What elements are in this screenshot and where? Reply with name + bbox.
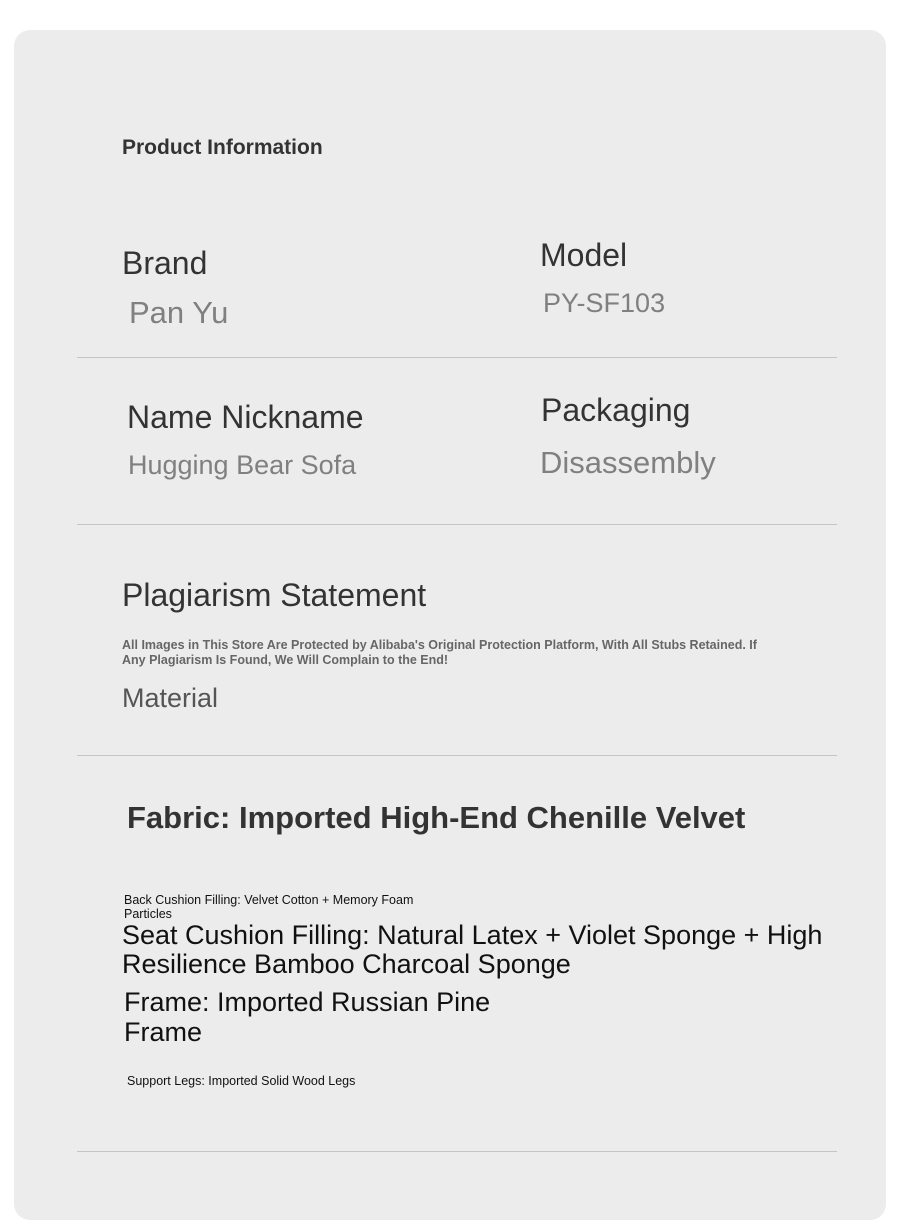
- back-filling-text: Back Cushion Filling: Velvet Cotton + Memory Foam Particles: [124, 893, 414, 921]
- nickname-label: Name Nickname: [127, 399, 364, 435]
- legs-text: Support Legs: Imported Solid Wood Legs: [127, 1074, 356, 1088]
- plagiarism-text: All Images in This Store Are Protected by Alibaba's Original Protection Platform, With All Stubs Retained. If Any Plagiarism Is Found, We Will Complain to the End!: [122, 638, 757, 667]
- divider: [77, 524, 837, 525]
- divider: [77, 755, 837, 756]
- packaging-value: Disassembly: [540, 445, 716, 480]
- material-label: Material: [122, 683, 219, 713]
- model-label: Model: [540, 237, 628, 273]
- divider: [77, 357, 837, 358]
- section-title: Product Information: [122, 136, 323, 159]
- seat-filling-text: Seat Cushion Filling: Natural Latex + Violet Sponge + High Resilience Bamboo Charcoal Sponge: [122, 920, 823, 979]
- frame-text: Frame: Imported Russian Pine Frame: [124, 987, 491, 1047]
- nickname-value: Hugging Bear Sofa: [128, 450, 357, 480]
- divider: [77, 1151, 837, 1152]
- brand-value: Pan Yu: [129, 295, 229, 330]
- fabric-text: Fabric: Imported High-End Chenille Velvet: [127, 800, 746, 835]
- plagiarism-label: Plagiarism Statement: [122, 577, 427, 613]
- model-value: PY-SF103: [543, 288, 666, 318]
- packaging-label: Packaging: [541, 392, 691, 428]
- brand-label: Brand: [122, 245, 208, 281]
